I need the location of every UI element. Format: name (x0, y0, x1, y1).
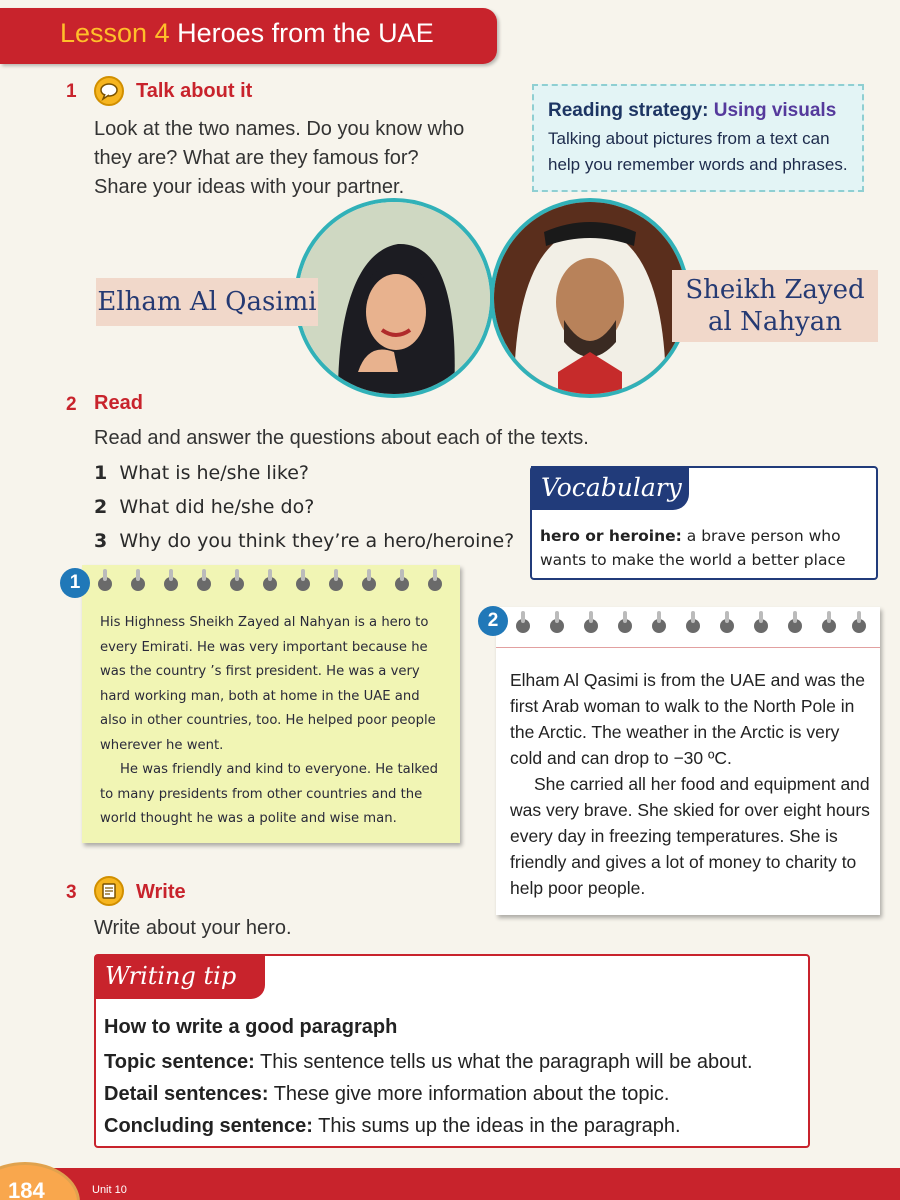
name-tag-zayed (672, 270, 878, 342)
text-line: hard working man, both at home in the UAE and (100, 688, 420, 704)
binder-hole (131, 577, 145, 591)
binder-hole (550, 619, 564, 633)
question-list (94, 456, 514, 558)
binder-hole (329, 577, 343, 591)
definition-text: wants to make the world a better place (540, 551, 846, 569)
instruction-line: Share your ideas with your partner. (94, 176, 405, 198)
tip-item (104, 1110, 804, 1142)
section3-instruction: Write about your hero. (94, 917, 292, 939)
question-number: 2 (94, 496, 108, 518)
binder-hole (230, 577, 244, 591)
section1-title: Talk about it (136, 80, 253, 102)
binder-hole (720, 619, 734, 633)
binder-hole (164, 577, 178, 591)
text2-number: 2 (478, 606, 508, 636)
instruction-line: Look at the two names. Do you know who (94, 118, 465, 140)
binder-hole (686, 619, 700, 633)
question-number: 1 (94, 462, 108, 484)
question-number: 3 (94, 530, 108, 552)
vocabulary-definition (540, 524, 874, 572)
question-text: Why do you think they’re a hero/heroine? (119, 530, 515, 552)
text-line: every Emirati. He was very important because he (100, 639, 428, 655)
writing-tip-title: Writing tip (95, 955, 265, 999)
lesson-number: Lesson 4 (60, 18, 170, 48)
unit-label: Unit 10 (92, 1184, 127, 1196)
question-text: What is he/she like? (119, 462, 309, 484)
text-line: His Highness Sheikh Zayed al Nahyan is a hero to (100, 615, 429, 630)
binder-hole (754, 619, 768, 633)
section3-title: Write (136, 881, 186, 903)
text1-number: 1 (60, 568, 90, 598)
text-line: was very brave. She skied for over eight hours (510, 800, 870, 820)
strategy-title (548, 100, 848, 122)
binder-hole (197, 577, 211, 591)
name-line: Sheikh Zayed (685, 275, 865, 305)
strategy-label: Reading strategy: (548, 100, 709, 121)
strategy-line: help you remember words and phrases. (548, 155, 848, 174)
text-line: help poor people. (510, 878, 646, 898)
binder-hole (516, 619, 530, 633)
lesson-title: Heroes from the UAE (177, 18, 434, 48)
tip-text: This sums up the ideas in the paragraph. (318, 1115, 681, 1137)
page-footer (0, 1168, 900, 1200)
binder-hole (852, 619, 866, 633)
vocabulary-title: Vocabulary (531, 466, 689, 510)
section2-title: Read (94, 392, 143, 414)
text-line: cold and can drop to −30 ºC. (510, 748, 732, 768)
definition-line (540, 524, 874, 548)
strategy-text (548, 126, 848, 178)
question-item (94, 456, 514, 490)
binder-hole (822, 619, 836, 633)
text-line: was the country ’s first president. He was a very (100, 664, 420, 679)
text-line: He was friendly and kind to everyone. He talked (120, 762, 439, 777)
tip-item (104, 1078, 804, 1110)
strategy-line: Talking about pictures from a text can (548, 129, 830, 148)
text1-body (100, 611, 454, 832)
reading-strategy-box (532, 84, 864, 192)
section3-number: 3 (66, 882, 77, 903)
text2-notepad (496, 607, 880, 915)
notepad-icon (94, 876, 124, 906)
binder-hole (296, 577, 310, 591)
strategy-name: Using visuals (713, 100, 837, 121)
definition-text: a brave person who (686, 527, 841, 545)
writing-tip-heading: How to write a good paragraph (104, 1016, 398, 1038)
text-line: wherever he went. (100, 737, 224, 753)
text2-body (510, 667, 874, 901)
section2-number: 2 (66, 394, 77, 415)
name-tag-elham: Elham Al Qasimi (96, 278, 318, 326)
binder-hole (362, 577, 376, 591)
binder-hole (584, 619, 598, 633)
section1-number: 1 (66, 81, 77, 102)
text-line: world thought he was a polite and wise man. (100, 811, 397, 826)
lesson-header (0, 8, 497, 64)
tip-label: Topic sentence: (104, 1051, 255, 1073)
text-line: She carried all her food and equipment and (534, 774, 870, 794)
binder-hole (652, 619, 666, 633)
speech-bubble-icon (94, 76, 124, 106)
tip-label: Concluding sentence: (104, 1115, 313, 1137)
binder-hole (428, 577, 442, 591)
question-item (94, 490, 514, 524)
tip-item (104, 1046, 804, 1078)
vocabulary-term: hero or heroine: (540, 527, 682, 545)
text-line: also in other countries, too. He helped poor people (100, 713, 436, 728)
tip-label: Detail sentences: (104, 1083, 269, 1105)
text-line: friendly and gives a lot of money to charity to (510, 852, 857, 872)
text1-notepad (82, 565, 460, 843)
instruction-line: they are? What are they famous for? (94, 147, 419, 169)
section2-instruction: Read and answer the questions about each of the texts. (94, 427, 589, 449)
text-line: the Arctic. The weather in the Arctic is very (510, 722, 840, 742)
photo-elham-al-qasimi (294, 198, 494, 398)
tip-text: This sentence tells us what the paragraph will be about. (259, 1051, 753, 1073)
binder-hole (263, 577, 277, 591)
binder-hole (98, 577, 112, 591)
binder-hole (395, 577, 409, 591)
section1-instructions (94, 115, 524, 202)
name-line: al Nahyan (707, 307, 842, 337)
text-line: to many presidents from other countries and the (100, 786, 423, 802)
margin-line (496, 647, 880, 648)
text-line: Elham Al Qasimi is from the UAE and was the (510, 670, 865, 690)
text-line: every day in freezing temperatures. She is (510, 826, 838, 846)
question-text: What did he/she do? (119, 496, 315, 518)
text-line: first Arab woman to walk to the North Pole in (510, 696, 855, 716)
binder-hole (788, 619, 802, 633)
question-item (94, 524, 514, 558)
page-number: 184 (8, 1178, 45, 1200)
binder-hole (618, 619, 632, 633)
writing-tip-content (104, 1014, 804, 1142)
tip-text: These give more information about the topic. (273, 1083, 670, 1105)
photo-sheikh-zayed (490, 198, 690, 398)
